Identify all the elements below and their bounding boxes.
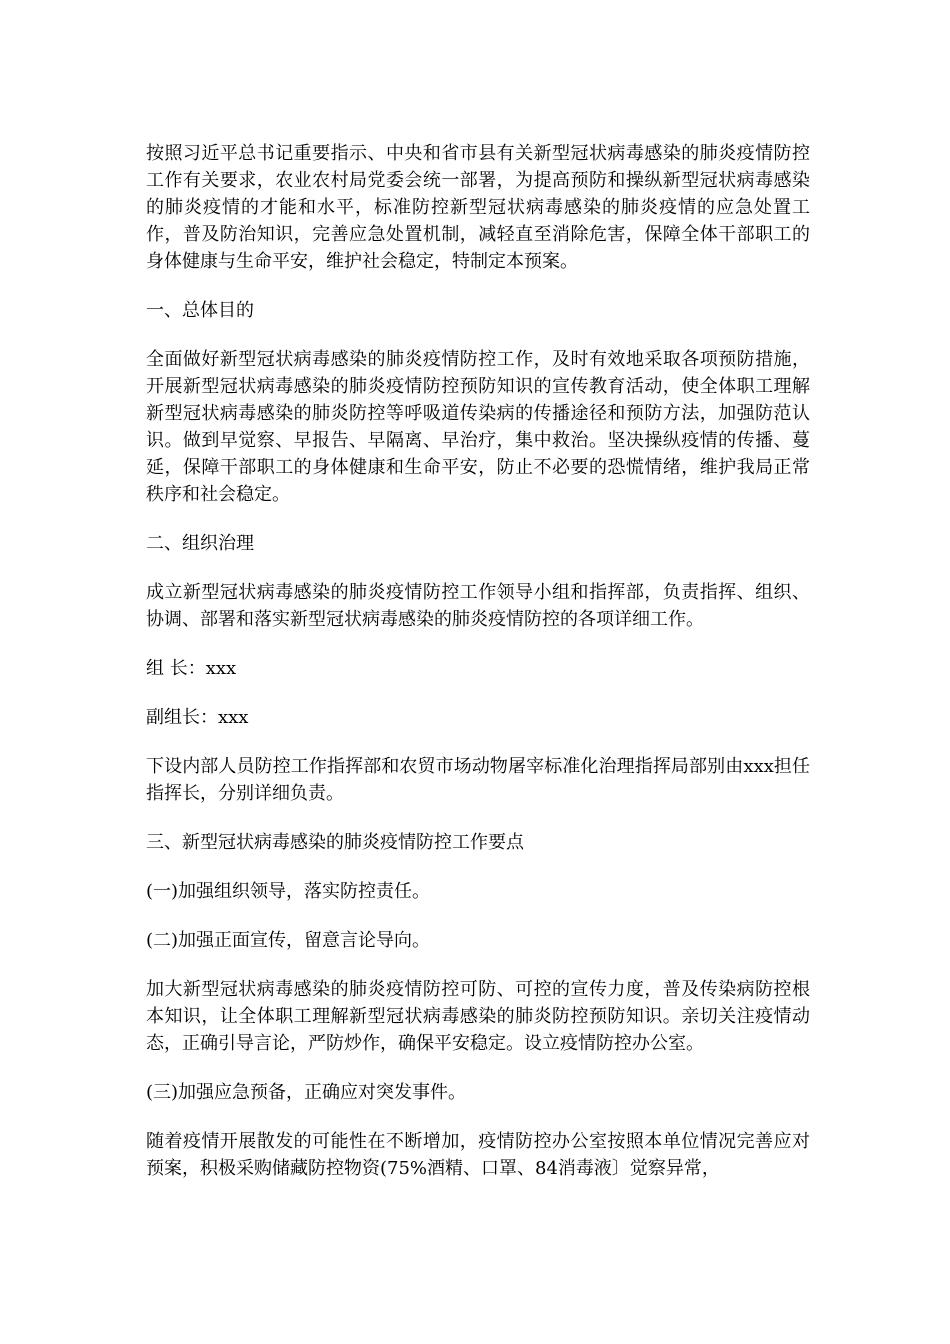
intro-paragraph: 按照习近平总书记重要指示、中央和省市县有关新型冠状病毒感染的肺炎疫情防控工作有关要求，农业农村局党委会统一部署，为提高预防和操纵新型冠状病毒感染的肺炎疫情的才能和水平，标准防控新型冠状病毒感染的肺炎疫情的应急处置工作，普及防治知识，完善应急处置机制，减轻直至消除危害，保障全体干部职工的身体健康与生命平安，维护社会稳定，特制定本预案。 bbox=[146, 143, 810, 272]
document-page bbox=[146, 140, 810, 1182]
point-2: (二)加强正面宣传，留意言论导向。 bbox=[146, 930, 431, 951]
section-2-body: 成立新型冠状病毒感染的肺炎疫情防控工作领导小组和指挥部，负责指挥、组织、协调、部署和落实新型冠状病毒感染的肺炎疫情防控的各项详细工作。 bbox=[146, 582, 810, 630]
section-2-extra: 下设内部人员防控工作指挥部和农贸市场动物屠宰标准化治理指挥局部别由xxx担任指挥长，分别详细负责。 bbox=[146, 756, 810, 804]
point-3: (三)加强应急预备，正确应对突发事件。 bbox=[146, 1082, 467, 1103]
point-3-body: 随着疫情开展散发的可能性在不断增加，疫情防控办公室按照本单位情况完善应对预案，积极采购储藏防控物资(75%酒精、口罩、84消毒液〕觉察异常， bbox=[146, 1131, 810, 1179]
section-2-title: 二、组织治理 bbox=[146, 533, 254, 554]
section-3-title: 三、新型冠状病毒感染的肺炎疫情防控工作要点 bbox=[146, 832, 524, 853]
deputy-leader-line: 副组长：xxx bbox=[146, 707, 249, 728]
point-1: (一)加强组织领导，落实防控责任。 bbox=[146, 881, 431, 902]
section-1-title: 一、总体目的 bbox=[146, 300, 254, 321]
point-2-body: 加大新型冠状病毒感染的肺炎疫情防控可防、可控的宣传力度，普及传染病防控根本知识，让全体职工理解新型冠状病毒感染的肺炎防控预防知识。亲切关注疫情动态，正确引导言论，严防炒作，确保平安稳定。设立疫情防控办公室。 bbox=[146, 979, 810, 1054]
leader-line: 组 长：xxx bbox=[146, 658, 237, 679]
section-1-body: 全面做好新型冠状病毒感染的肺炎疫情防控工作，及时有效地采取各项预防措施，开展新型冠状病毒感染的肺炎疫情防控预防知识的宣传教育活动，使全体职工理解新型冠状病毒感染的肺炎防控等呼吸道传染病的传播途径和预防方法，加强防范认识。做到早觉察、早报告、早隔离、早治疗，集中救治。坚决操纵疫情的传播、蔓延，保障干部职工的身体健康和生命平安，防止不必要的恐慌情绪，维护我局正常秩序和社会稳定。 bbox=[146, 349, 810, 505]
